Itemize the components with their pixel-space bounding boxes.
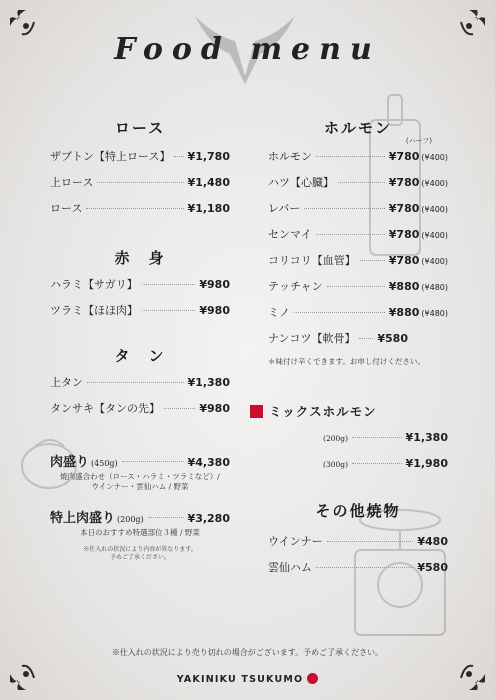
platter-item: 肉盛り (450g) ¥4,380 xyxy=(50,455,230,470)
menu-item: ツラミ【ほほ肉】 ¥980 xyxy=(50,304,230,317)
leader-dots xyxy=(327,541,414,542)
menu-item: ミノ ¥880 (¥480) xyxy=(268,306,448,319)
section-title-tongue: タ ン xyxy=(114,347,166,365)
menu-item: タンサキ【タンの先】 ¥980 xyxy=(50,402,230,415)
premium-platter-note: 予めご了承ください。 xyxy=(109,554,170,561)
section-title-red-meat: 赤 身 xyxy=(114,249,166,267)
menu-item: テッチャン ¥880 (¥480) xyxy=(268,280,448,293)
leader-dots xyxy=(327,286,385,287)
menu-item: ナンコツ【軟骨】 ¥580 xyxy=(268,332,408,345)
leader-dots xyxy=(87,382,184,383)
leader-dots xyxy=(294,312,385,313)
leader-dots xyxy=(148,517,184,518)
section-title-loin: ロース xyxy=(114,119,166,137)
menu-item: ハツ【心臓】 ¥780 (¥400) xyxy=(268,176,448,189)
leader-dots xyxy=(142,310,195,311)
leader-dots xyxy=(122,461,184,462)
premium-platter-note: ※仕入れの状況により内容が異なります。 xyxy=(83,546,197,553)
right-column xyxy=(268,118,448,581)
leader-dots xyxy=(359,338,373,339)
leader-dots xyxy=(352,463,402,464)
leader-dots xyxy=(164,408,195,409)
menu-item: ホルモン ¥780 (¥400) xyxy=(268,150,448,163)
leader-dots xyxy=(316,156,385,157)
half-portion-label: (ハーフ) xyxy=(405,137,432,145)
page-title: Food menu xyxy=(114,32,381,67)
menu-item: 上タン ¥1,380 xyxy=(50,376,230,389)
menu-item: 上ロース ¥1,480 xyxy=(50,176,230,189)
leader-dots xyxy=(360,260,385,261)
section-title-mix: ミックスホルモン xyxy=(250,401,448,421)
menu-item: コリコリ【血管】 ¥780 (¥400) xyxy=(268,254,448,267)
menu-item: ウインナー ¥480 xyxy=(268,535,448,548)
leader-dots xyxy=(97,182,183,183)
leader-dots xyxy=(142,284,196,285)
menu-item: 雲仙ハム ¥580 xyxy=(268,561,448,574)
premium-platter-description: 本日のおすすめ特選部位３種 / 野菜 xyxy=(80,528,200,537)
section-title-offal: ホルモン xyxy=(323,119,392,137)
leader-dots xyxy=(352,437,402,438)
menu-item: センマイ ¥780 (¥400) xyxy=(268,228,448,241)
mix-item: (200g) ¥1,380 xyxy=(323,431,448,444)
platter-description: 焼肉盛合わせ（ロース・ハラミ・ツラミなど）/ xyxy=(60,472,220,481)
horn-badge-icon xyxy=(250,405,263,418)
mix-item: (300g) ¥1,980 xyxy=(323,457,448,470)
left-column xyxy=(50,118,230,562)
menu-item: レバー ¥780 (¥400) xyxy=(268,202,448,215)
seasoning-note: ＊味付け辛くできます。お申し付けください。 xyxy=(268,357,425,366)
leader-dots xyxy=(86,208,183,209)
brand-logo: YAKINIKU TSUKUMO xyxy=(0,673,495,685)
menu-item: ハラミ【サガリ】 ¥980 xyxy=(50,278,230,291)
leader-dots xyxy=(304,208,385,209)
premium-platter-item: 特上肉盛り (200g) ¥3,280 xyxy=(50,511,230,526)
menu-item: ザブトン【特上ロース】 ¥1,780 xyxy=(50,150,230,163)
brand-mark-icon xyxy=(307,673,318,684)
leader-dots xyxy=(316,234,385,235)
leader-dots xyxy=(174,156,183,157)
leader-dots xyxy=(316,567,413,568)
leader-dots xyxy=(338,182,385,183)
section-title-other: その他焼物 xyxy=(315,502,401,520)
menu-item: ロース ¥1,180 xyxy=(50,202,230,215)
footer-note: ※仕入れの状況により売り切れの場合がございます。予めご了承ください。 xyxy=(111,648,384,657)
platter-description: ウインナー・雲仙ハム / 野菜 xyxy=(91,482,189,491)
